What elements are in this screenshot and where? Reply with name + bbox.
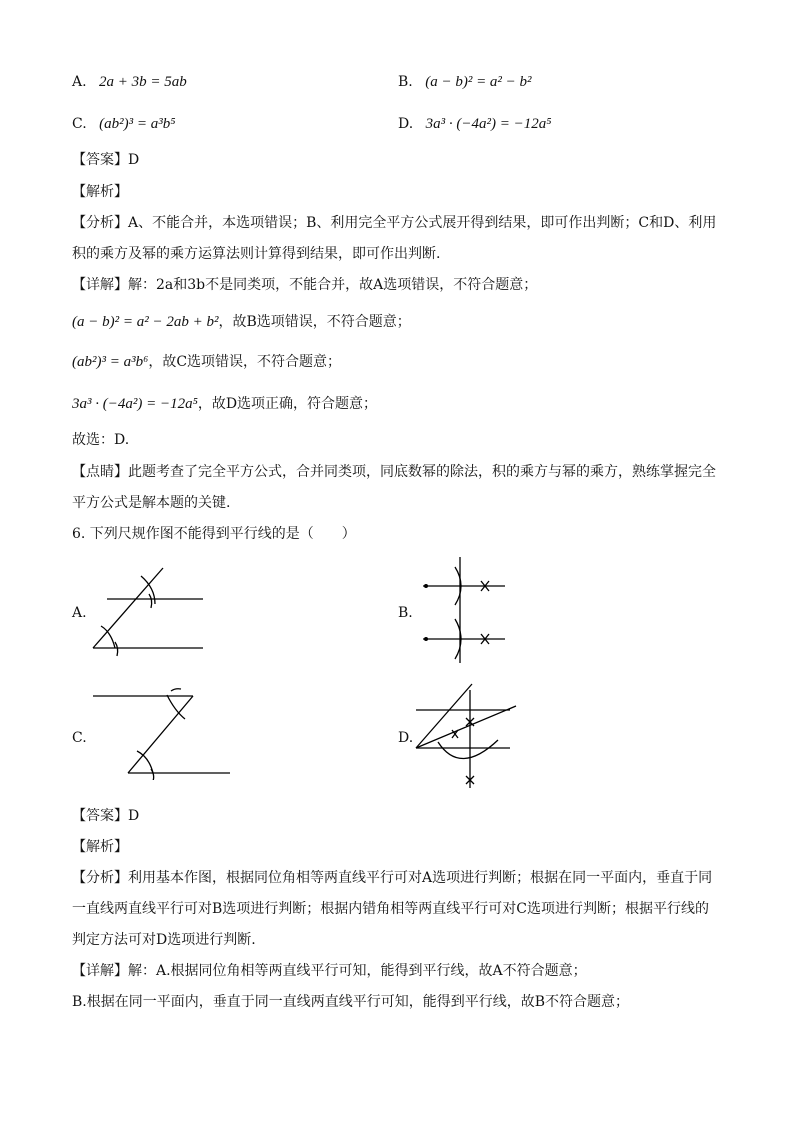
q5-option-d [398,114,551,134]
q6-figure-c [85,685,235,780]
option-letter: B. [398,74,413,90]
q6-option-c-label: C. [72,730,87,746]
q6-analysis-line: 一直线两直线平行可对B选项进行判断；根据内错角相等两直线平行可对C选项进行判断；根据平行线的 [72,901,709,917]
detail-expression: (a − b)² = a² − 2ab + b² [72,314,219,330]
q6-analysis-heading: 【解析】 [72,839,128,855]
q5-comment-line: 【点睛】此题考查了完全平方公式，合并同类项，同底数幂的除法，积的乘方与幂的乘方，熟练掌握完全 [72,464,716,480]
q6-option-d-label: D. [398,730,414,746]
construction-arc [438,740,498,759]
option-expression: (ab²)³ = a³b⁵ [99,116,176,132]
q6-figure-d [410,680,525,790]
q5-detail-c [72,352,341,372]
construction-arc [171,689,181,691]
q6-detail-line: B.根据在同一平面内，垂直于同一直线两直线平行可知，能得到平行线，故B不符合题意； [72,994,630,1010]
q5-detail-line: 【详解】解：2a和3b不是同类项，不能合并，故A选项错误，不符合题意； [72,277,538,293]
q5-comment-line: 平方公式是解本题的关键. [72,495,231,511]
q6-option-b-label: B. [398,605,413,621]
q5-answer: 【答案】D [72,152,140,168]
construction-arc [137,751,153,773]
detail-text: ，故C选项错误，不符合题意； [148,354,342,370]
q6-analysis-line: 【分析】利用基本作图，根据同位角相等两直线平行可对A选项进行判断；根据在同一平面内，垂直于同 [72,870,713,886]
point-marker [424,584,428,588]
q5-option-b [398,72,532,92]
q5-option-c [72,114,175,134]
detail-expression: (ab²)³ = a³b⁶ [72,354,149,370]
option-letter: D. [398,116,414,132]
q6-option-a-label: A. [72,605,87,621]
q6-answer: 【答案】D [72,808,140,824]
q6-figure-b [415,555,510,665]
detail-text: ，故B选项错误，不符合题意； [218,314,411,330]
q6-analysis-line: 判定方法可对D选项进行判断. [72,932,256,948]
q5-detail-d [72,394,377,414]
detail-expression: 3a³ · (−4a²) = −12a⁵ [72,396,198,412]
q5-analysis-line: 积的乘方及幂的乘方运算法则计算得到结果，即可作出判断. [72,246,441,262]
option-expression: 3a³ · (−4a²) = −12a⁵ [425,116,552,132]
q5-analysis-line: 【分析】A、不能合并，本选项错误；B、利用完全平方公式展开得到结果，即可作出判断；C和D、利用 [72,215,717,231]
ray-line [416,684,472,748]
option-expression: 2a + 3b = 5ab [99,74,187,90]
construction-arc [151,769,154,780]
point-marker [424,637,428,641]
q6-detail-line: 【详解】解：A.根据同位角相等两直线平行可知，能得到平行线，故A不符合题意； [72,963,587,979]
construction-arc [115,642,118,656]
q5-detail-b [72,312,411,332]
q5-analysis-heading: 【解析】 [72,184,128,200]
transversal-line [128,696,193,773]
transversal-line [93,568,163,648]
ray-line [416,706,516,748]
q5-option-a [72,72,187,92]
q6-figure-a [85,560,215,660]
q5-choose: 故选：D. [72,432,130,448]
option-letter: C. [72,116,87,132]
q6-question: 6. 下列尺规作图不能得到平行线的是（ ） [72,526,356,542]
option-letter: A. [72,74,87,90]
detail-text: ，故D选项正确，符合题意； [197,396,378,412]
construction-arc [149,594,152,608]
option-expression: (a − b)² = a² − b² [425,74,532,90]
